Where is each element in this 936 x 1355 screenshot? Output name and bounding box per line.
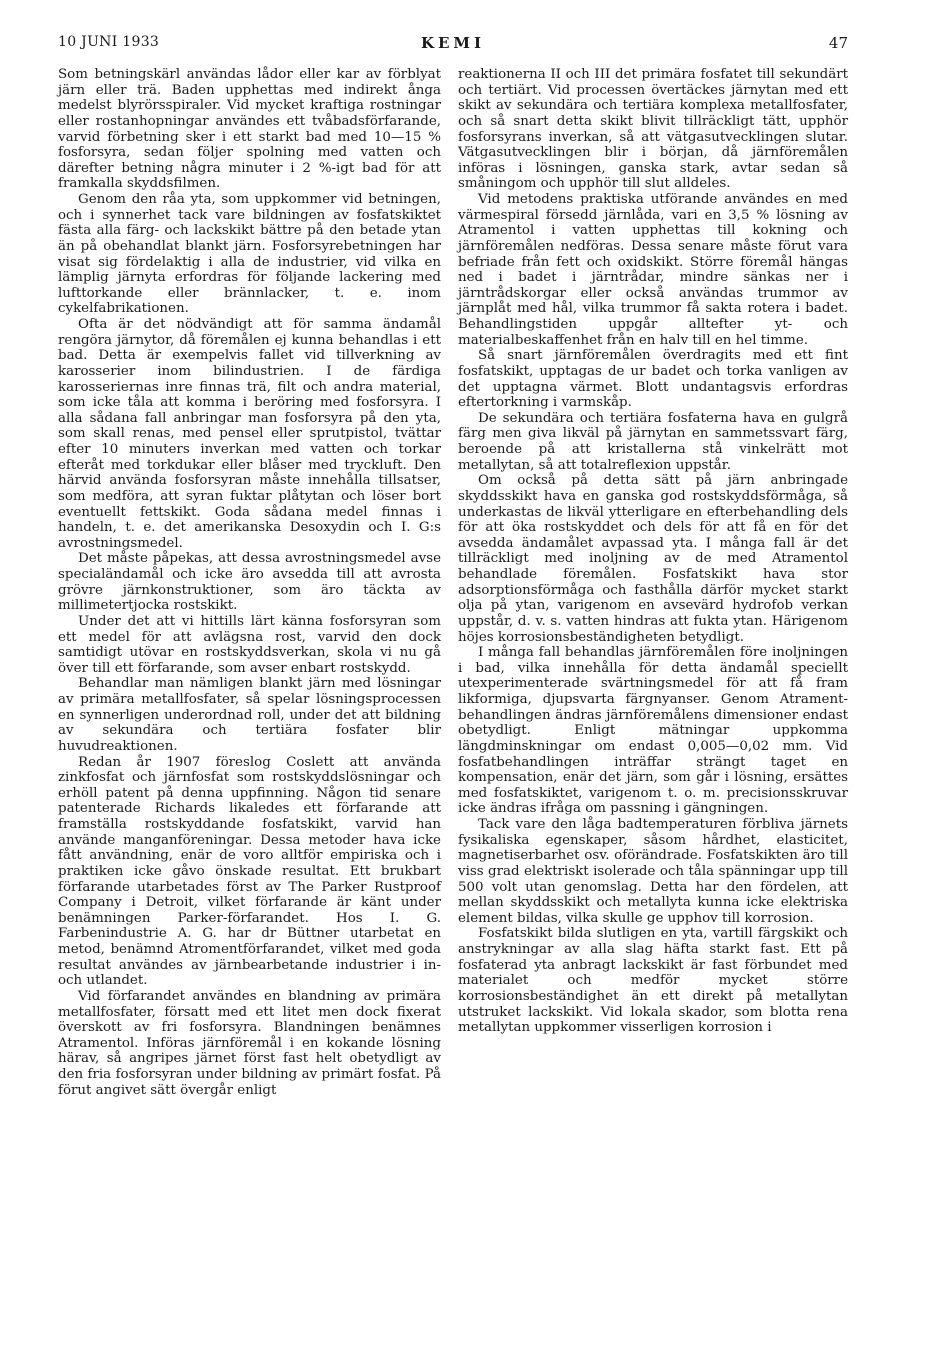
- paragraph: I många fall behandlas järnföremålen före inoljningen i bad, vilka innehålla för detta ändamål speciellt utexperimenterade svärtningsmedel för att få fram likformiga, djupsvarta färgnyanser. Genom Atrament-behandlingen ändras järnföremålens dimensioner endast obetydligt. Enligt mätningar uppkomma längdminskningar om endast 0,005—0,02 mm. Vid fosfatbehandlingen inträffar strängt taget en kompensation, enär det järn, som går i lösning, ersättes med fosfatskiktet, varigenom t. o. m. precisionsskruvar icke ändras ifråga om passning i gängningen.: [458, 645, 848, 817]
- header-date: 10 JUNI 1933: [58, 34, 160, 50]
- paragraph: Redan år 1907 föreslog Coslett att använda zinkfosfat och järnfosfat som rostskyddslösningar och erhöll patent på denna uppfinning. Någon tid senare patenterade Richards likaledes ett förfarande att framställa rostskyddande fosfatskikt, varvid han använde manganföreningar. Dessa metoder hava icke fått användning, enär de voro alltför empiriska och i praktiken icke gåvo önskade resultat. Ett brukbart förfarande utarbetades först av The Parker Rustproof Company i Detroit, vilket förfarande är känt under benämningen Parker-förfarandet. Hos I. G. Farbenindustrie A. G. har dr Büttner utarbetat en metod, benämnd Atromentförfarandet, vilket med goda resultat användes av järnbearbetande industrier i in- och utlandet.: [58, 754, 441, 989]
- paragraph: Behandlar man nämligen blankt järn med lösningar av primära metallfosfater, så spelar lösningsprocessen en synnerligen underordnad roll, under det att bildning av sekundära och tertiära fosfater blir huvudreaktionen.: [58, 676, 441, 754]
- left-column: [58, 67, 441, 1098]
- paragraph: De sekundära och tertiära fosfaterna hava en gulgrå färg men giva likväl på järnytan en sammetssvart färg, beroende på att kristallerna stå vinkelrätt mot metallytan, så att totalreflexion uppstår.: [458, 410, 848, 473]
- paragraph: reaktionerna II och III det primära fosfatet till sekundärt och tertiärt. Vid processen övertäckes järnytan med ett skikt av sekundära och tertiära komplexa metallfosfater, och så snart detta skikt blivit tillräckligt tätt, upphör fosforsyrans inverkan, så att vätgasutvecklingen slutar. Vätgasutvecklingen blir i början, då järnföremålen införas i lösningen, ganska stark, avtar sedan så småningom och upphör till slut alldeles.: [458, 67, 848, 192]
- page-header: [58, 34, 848, 58]
- paragraph: Ofta är det nödvändigt att för samma ändamål rengöra järnytor, då föremålen ej kunna behandlas i ett bad. Detta är exempelvis fallet vid tillverkning av karosserier inom bilindustrien. I de färdiga karosseriernas inre finnas trä, filt och andra material, som icke tåla att komma i beröring med fosforsyra. I alla sådana fall anbringar man fosforsyra på den yta, som skall renas, med pensel eller sprutpistol, tvättar efter 10 minuters inverkan med vatten och torkar efteråt med torkdukar eller blåser med tryckluft. Den härvid använda fosforsyran måste innehålla tillsatser, som medföra, att syran fuktar plåtytan och löser bort eventuellt fettskikt. Goda sådana medel finnas i handeln, t. e. det amerikanska Desoxydin och I. G:s avrostningsmedel.: [58, 317, 441, 551]
- page-number: 47: [828, 34, 848, 52]
- paragraph: Det måste påpekas, att dessa avrostningsmedel avse specialändamål och icke äro avsedda till att avrosta grövre järnkonstruktioner, som äro täckta av millimetertjocka rostskikt.: [58, 551, 441, 614]
- right-column: [458, 67, 848, 1036]
- paragraph: Fosfatskikt bilda slutligen en yta, vartill färgskikt och anstrykningar av alla slag häfta starkt fast. Ett på fosfaterad yta anbragt lackskikt är fast förbundet med materialet och medför mycket större korrosionsbeständighet än ett direkt på metallytan utstruket lackskikt. Vid lokala skador, som blotta rena metallytan uppkommer visserligen korrosion i: [458, 926, 848, 1036]
- paragraph: Som betningskärl användas lådor eller kar av förblyat järn eller trä. Baden upphettas med indirekt ånga medelst blyrörsspiraler. Vid mycket kraftiga rostningar eller rostanhopningar användes ett tvåbadsförfarande, varvid förbetning sker i ett starkt bad med 10—15 % fosforsyra, sedan följer spolning med vatten och därefter betning några minuter i 2 %-igt bad för att framkalla skyddsfilmen.: [58, 67, 441, 192]
- journal-title: KEMI: [420, 34, 486, 52]
- paragraph: Tack vare den låga badtemperaturen förbliva järnets fysikaliska egenskaper, såsom hårdhet, elasticitet, magnetiserbarhet osv. oförändrade. Fosfatskikten äro till viss grad elektriskt isolerade och tåla spänningar upp till 500 volt utan genomslag. Detta har den fördelen, att mellan skyddsskikt och metallyta kunna icke elektriska element bildas, vilka skulle ge upphov till korrosion.: [458, 817, 848, 926]
- paragraph: Så snart järnföremålen överdragits med ett fint fosfatskikt, upptagas de ur badet och torka vanligen av det upptagna värmet. Blott undantagsvis erfordras eftertorkning i varmskåp.: [458, 348, 848, 411]
- paragraph: Under det att vi hittills lärt känna fosforsyran som ett medel för att avlägsna rost, varvid den dock samtidigt utövar en rostskyddsverkan, skola vi nu gå över till ett förfarande, som avser enbart rostskydd.: [58, 613, 441, 676]
- paragraph: Vid metodens praktiska utförande användes en med värmespiral försedd järnlåda, vari en 3,5 % lösning av Atramentol i vatten upphettas till kokning och järnföremålen nedföras. Dessa senare måste förut vara befriade från fett och oxidskikt. Större föremål hängas ned i badet i järntrådar, mindre sänkas ner i järntrådskorgar eller också användas trummor av järnplåt med hål, vilka trummor få sakta rotera i badet. Behandlingstiden uppgår alltefter yt- och materialbeskaffenhet från en halv till en hel timme.: [458, 192, 848, 348]
- paragraph: Om också på detta sätt på järn anbringade skyddsskikt hava en ganska god rostskyddsförmåga, så underkastas de likväl ytterligare en efterbehandling dels för att öka rostskyddet och dels för att få en för det avsedda ändamålet avpassad yta. I många fall är det tillräckligt med inoljning av de med Atramentol behandlade föremålen. Fosfatskikt hava stor adsorptionsförmåga och fasthålla därför mycket starkt olja på ytan, varigenom en avsevärd hydrofob verkan uppstår, d. v. s. vatten hindras att fukta ytan. Härigenom höjes korrosionsbeständigheten betydligt.: [458, 473, 848, 645]
- paragraph: Vid förfarandet användes en blandning av primära metallfosfater, försatt med ett litet men dock fixerat överskott av fri fosforsyra. Blandningen benämnes Atramentol. Införas järnföremål i en kokande lösning härav, så angripes järnet först fast helt obetydligt av den fria fosforsyran under bildning av primärt fosfat. På förut angivet sätt övergår enligt: [58, 988, 441, 1098]
- paragraph: Genom den råa yta, som uppkommer vid betningen, och i synnerhet tack vare bildningen av fosfatskiktet fästa alla färg- och lackskikt bättre på den betade ytan än på obehandlat blankt järn. Fosforsyrebetningen har visat sig fördelaktig i alla de industrier, vid vilka en lämplig järnyta erfordras för följande lackering med lufttorkande eller brännlacker, t. e. inom cykelfabrikationen.: [58, 192, 441, 317]
